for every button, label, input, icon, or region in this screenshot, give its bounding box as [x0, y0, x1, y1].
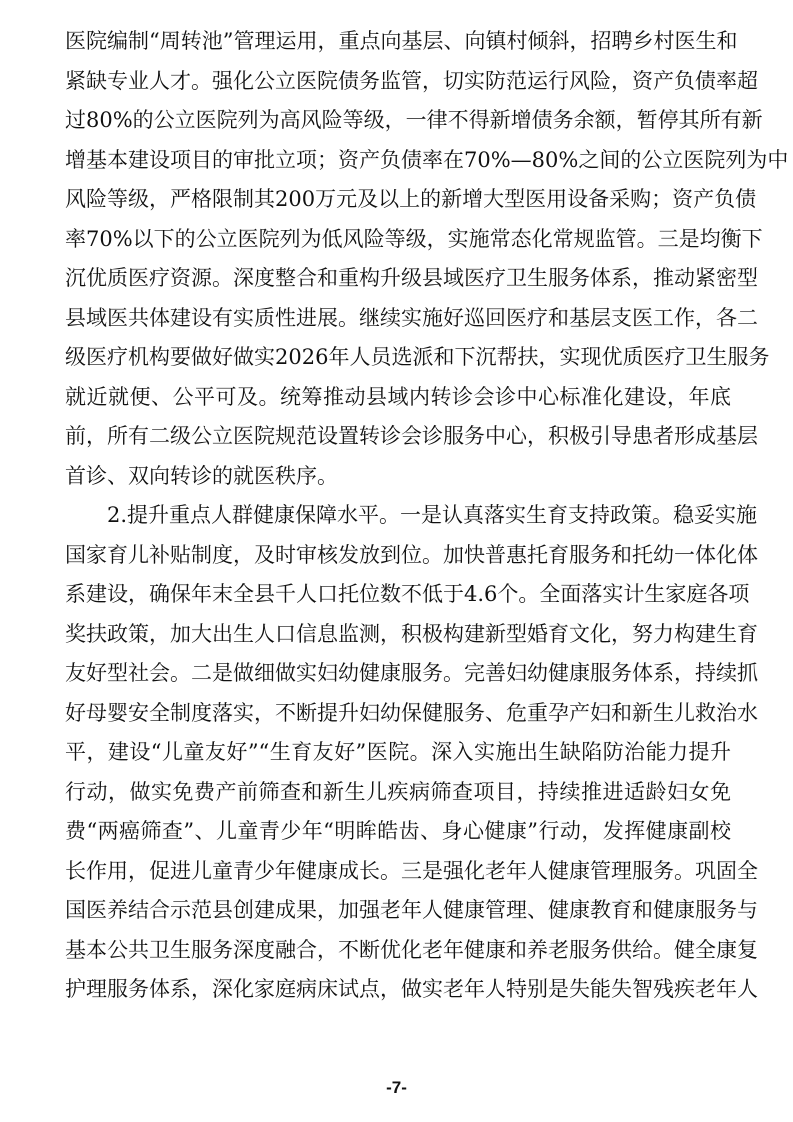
text-line: 前，所有二级公立医院规范设置转诊会诊服务中心，积极引导患者形成基层 [65, 424, 758, 448]
text-line: 国家育儿补贴制度，及时审核发放到位。加快普惠托育服务和托幼一体化体 [65, 542, 758, 567]
text-line: 医院编制“周转池”管理运用，重点向基层、向镇村倾斜，招聘乡村医生和 [65, 29, 738, 53]
text-line: 级医疗机构要做好做实2026年人员选派和下沉帮扶，实现优质医疗卫生服务 [65, 345, 770, 369]
text-line: 平，建设“儿童友好”“生育友好”医院。深入实施出生缺陷防治能力提升 [65, 740, 731, 764]
text-line: 2.提升重点人群健康保障水平。一是认真落实生育支持政策。稳妥实施 [107, 503, 758, 527]
text-line: 奖扶政策，加大出生人口信息监测，积极构建新型婚育文化，努力构建生育 [65, 621, 758, 646]
text-line: 国医养结合示范县创建成果，加强老年人健康管理、健康教育和健康服务与 [65, 898, 758, 922]
text-line: 增基本建设项目的审批立项；资产负债率在70%—80%之间的公立医院列为中 [65, 147, 789, 172]
text-line: 紧缺专业人才。强化公立医院债务监管，切实防范运行风险，资产负债率超 [65, 68, 758, 93]
text-line: 沉优质医疗资源。深度整合和重构升级县域医疗卫生服务体系，推动紧密型 [65, 266, 758, 290]
text-line: 好母婴安全制度落实，不断提升妇幼保健服务、危重孕产妇和新生儿救治水 [65, 700, 758, 725]
text-line: 行动，做实免费产前筛查和新生儿疾病筛查项目，持续推进适龄妇女免 [65, 779, 731, 804]
paragraph-2 [65, 496, 758, 1010]
paragraph-1 [65, 22, 789, 496]
text-line: 费“两癌筛查”、儿童青少年“明眸皓齿、身心健康”行动，发挥健康副校 [65, 819, 731, 843]
text-line: 首诊、双向转诊的就医秩序。 [65, 463, 338, 488]
text-line: 护理服务体系，深化家庭病床试点，做实老年人特别是失能失智残疾老年人 [65, 977, 758, 1001]
text-line: 基本公共卫生服务深度融合，不断优化老年健康和养老服务供给。健全康复 [65, 937, 758, 962]
text-line: 率70%以下的公立医院列为低风险等级，实施常态化常规监管。三是均衡下 [65, 226, 763, 251]
text-line: 就近就便、公平可及。统筹推动县域内转诊会诊中心标准化建设，年底 [65, 384, 731, 409]
text-line: 系建设，确保年末全县千人口托位数不低于4.6个。全面落实计生家庭各项 [65, 582, 750, 606]
text-line: 长作用，促进儿童青少年健康成长。三是强化老年人健康管理服务。巩固全 [65, 858, 758, 883]
page-number: -7- [386, 1078, 407, 1097]
document-body [65, 22, 789, 1010]
text-line: 县域医共体建设有实质性进展。继续实施好巡回医疗和基层支医工作，各二 [65, 305, 758, 330]
text-line: 过80%的公立医院列为高风险等级，一律不得新增债务余额，暂停其所有新 [65, 108, 763, 132]
text-line: 风险等级，严格限制其200万元及以上的新增大型医用设备采购；资产负债 [65, 187, 757, 211]
text-line: 友好型社会。二是做细做实妇幼健康服务。完善妇幼健康服务体系，持续抓 [65, 661, 758, 685]
